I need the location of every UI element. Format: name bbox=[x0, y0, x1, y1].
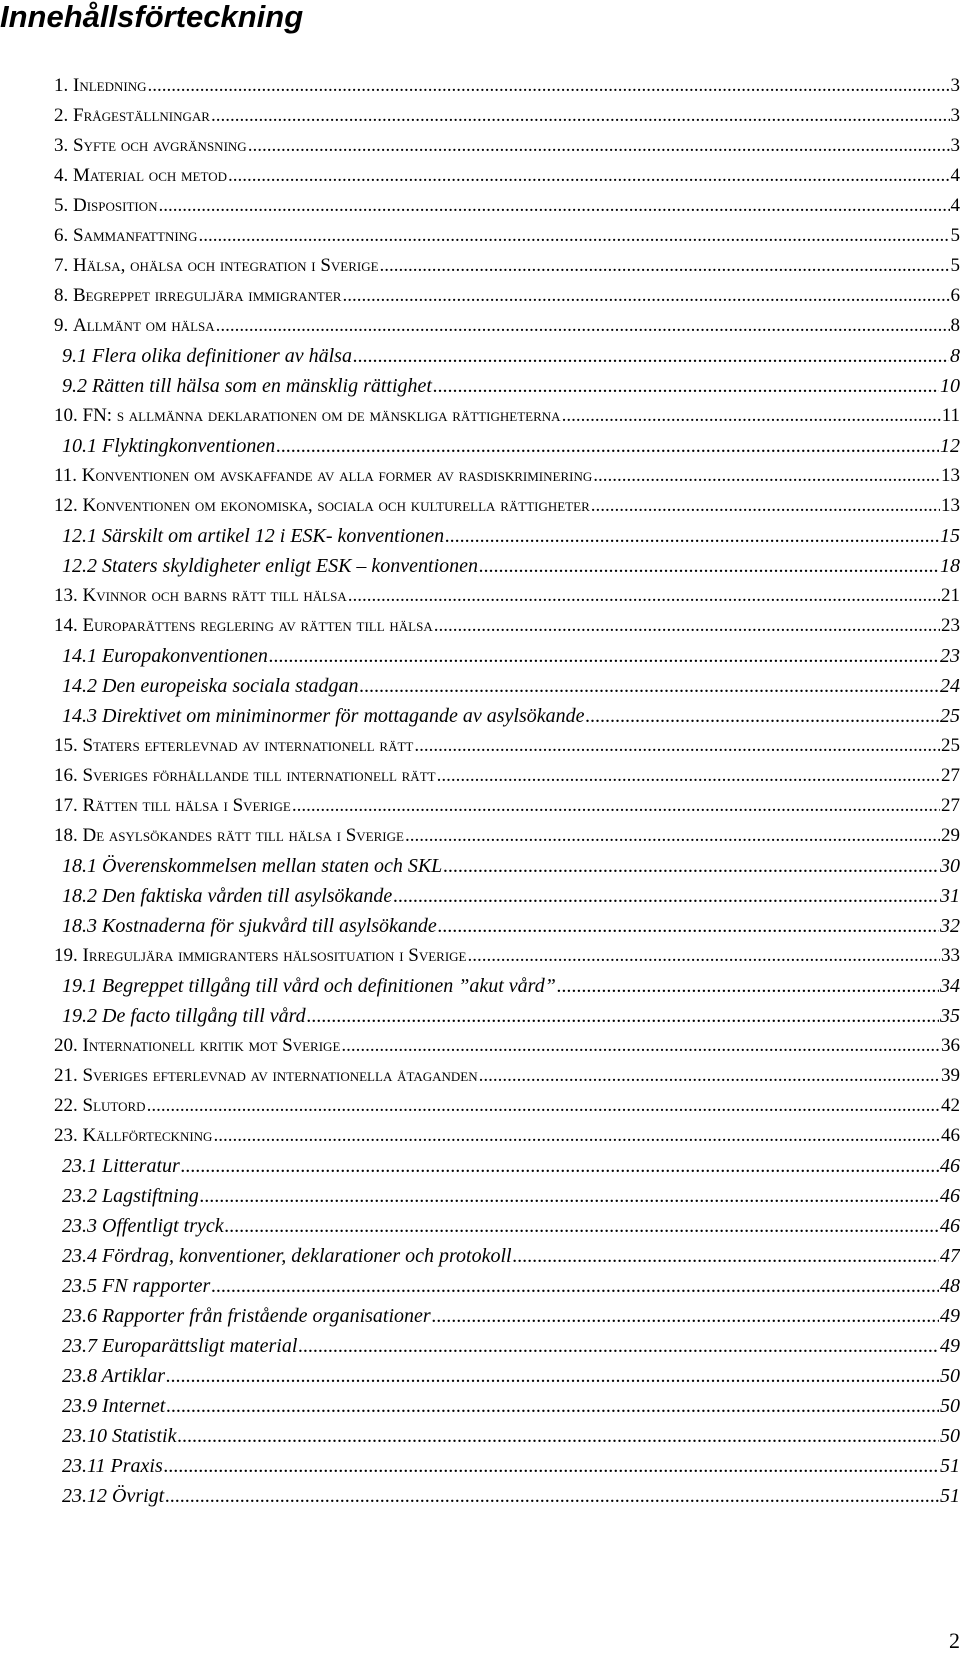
toc-entry[interactable] bbox=[54, 461, 960, 491]
toc-entry-title bbox=[54, 1091, 146, 1121]
toc-entry[interactable] bbox=[54, 1331, 960, 1361]
toc-entry-title bbox=[62, 521, 444, 551]
toc-entry-number: 12.1 bbox=[62, 525, 97, 547]
toc-entry[interactable] bbox=[54, 1001, 960, 1031]
toc-entry[interactable] bbox=[54, 941, 960, 971]
toc-entry-label: Överenskommelsen mellan staten och SKL bbox=[102, 855, 443, 877]
toc-entry-label: Allmänt om hälsa bbox=[73, 315, 215, 336]
toc-entry[interactable] bbox=[54, 1481, 960, 1511]
toc-entry[interactable] bbox=[54, 1241, 960, 1271]
toc-entry-page: 48 bbox=[940, 1275, 960, 1297]
toc-entry-title bbox=[62, 1151, 180, 1181]
toc-entry-page: 11 bbox=[941, 405, 960, 426]
toc-entry-page: 5 bbox=[950, 255, 960, 276]
toc-entry[interactable] bbox=[54, 1361, 960, 1391]
toc-entry-label: Europakonventionen bbox=[102, 645, 268, 667]
dot-leader bbox=[359, 671, 939, 701]
toc-entry-number: 6. bbox=[54, 225, 69, 246]
toc-entry-title bbox=[54, 491, 590, 521]
toc-entry-label: Flera olika definitioner av hälsa bbox=[92, 345, 352, 367]
toc-entry-number: 14.3 bbox=[62, 705, 97, 727]
dot-leader bbox=[177, 1421, 939, 1451]
toc-entry-number: 23.11 bbox=[62, 1455, 106, 1477]
dot-leader bbox=[276, 431, 939, 461]
dot-leader bbox=[445, 521, 939, 551]
toc-entry-title bbox=[62, 371, 432, 401]
toc-entry-title bbox=[54, 461, 592, 491]
toc-entry-label: Material och metod bbox=[73, 165, 227, 186]
toc-entry-number: 23.9 bbox=[62, 1395, 97, 1417]
toc-entry-page: 47 bbox=[940, 1245, 960, 1267]
dot-leader bbox=[586, 701, 939, 731]
toc-entry-label: Praxis bbox=[110, 1455, 163, 1477]
page-number: 2 bbox=[949, 1628, 960, 1653]
toc-entry-page: 46 bbox=[941, 1125, 960, 1146]
toc-entry-label: Direktivet om miniminormer för mottagande av asylsökande bbox=[102, 705, 585, 727]
toc-entry[interactable] bbox=[54, 581, 960, 611]
toc-entry-label: Rätten till hälsa som en mänsklig rättighet bbox=[92, 375, 432, 397]
toc-entry-label: Statistik bbox=[112, 1425, 177, 1447]
toc-entry-title bbox=[62, 1211, 224, 1241]
toc-entry[interactable] bbox=[54, 911, 960, 941]
toc-entry-page: 34 bbox=[940, 975, 960, 997]
toc-entry[interactable] bbox=[54, 1301, 960, 1331]
toc-entry-title bbox=[62, 1391, 165, 1421]
toc-entry-number: 8. bbox=[54, 285, 69, 306]
toc-entry-title bbox=[62, 1451, 163, 1481]
table-of-contents bbox=[54, 71, 960, 1511]
toc-entry-title bbox=[62, 1481, 164, 1511]
toc-entry[interactable] bbox=[54, 1151, 960, 1181]
toc-entry-page: 4 bbox=[950, 195, 960, 216]
dot-leader bbox=[211, 101, 950, 131]
toc-entry-number: 23.2 bbox=[62, 1185, 97, 1207]
toc-entry-title bbox=[62, 881, 392, 911]
toc-entry-number: 23.7 bbox=[62, 1335, 97, 1357]
dot-leader bbox=[166, 1361, 939, 1391]
toc-entry-page: 51 bbox=[940, 1455, 960, 1477]
toc-entry-title bbox=[62, 911, 437, 941]
toc-entry-number: 18.3 bbox=[62, 915, 97, 937]
toc-entry-title bbox=[62, 1181, 199, 1211]
dot-leader bbox=[479, 551, 939, 581]
toc-entry-page: 25 bbox=[941, 735, 960, 756]
dot-leader bbox=[213, 1121, 940, 1151]
toc-entry-label: Disposition bbox=[73, 195, 158, 216]
dot-leader bbox=[147, 71, 949, 101]
toc-entry[interactable] bbox=[54, 491, 960, 521]
toc-entry-label: Särskilt om artikel 12 i ESK- konventionen bbox=[102, 525, 445, 547]
toc-entry-number: 11. bbox=[54, 465, 78, 486]
toc-entry[interactable] bbox=[54, 161, 960, 191]
toc-entry[interactable] bbox=[54, 1211, 960, 1241]
toc-entry-title bbox=[62, 341, 352, 371]
toc-entry-page: 23 bbox=[941, 615, 960, 636]
toc-entry-title bbox=[62, 1241, 512, 1271]
toc-entry-number: 20. bbox=[54, 1035, 78, 1056]
toc-entry-number: 10. bbox=[54, 405, 78, 426]
dot-leader bbox=[248, 131, 950, 161]
dot-leader bbox=[432, 1301, 939, 1331]
toc-entry[interactable] bbox=[54, 191, 960, 221]
dot-leader bbox=[591, 491, 940, 521]
toc-entry-label: Kvinnor och barns rätt till hälsa bbox=[82, 585, 347, 606]
toc-entry-title bbox=[54, 311, 215, 341]
toc-entry-number: 23.3 bbox=[62, 1215, 97, 1237]
toc-entry-number: 19.1 bbox=[62, 975, 97, 997]
toc-entry[interactable] bbox=[54, 71, 960, 101]
toc-entry-title bbox=[54, 131, 247, 161]
toc-entry-label: Lagstiftning bbox=[102, 1185, 199, 1207]
toc-entry-label: Sveriges efterlevnad av internationella åtaganden bbox=[82, 1065, 478, 1086]
toc-entry-label: FN rapporter bbox=[102, 1275, 211, 1297]
toc-entry-title bbox=[54, 1061, 478, 1091]
dot-leader bbox=[147, 1091, 940, 1121]
toc-entry-page: 23 bbox=[940, 645, 960, 667]
toc-entry-number: 23.8 bbox=[62, 1365, 97, 1387]
toc-entry-label: Internationell kritik mot Sverige bbox=[82, 1035, 341, 1056]
toc-entry-label: Syfte och avgränsning bbox=[73, 135, 247, 156]
toc-entry[interactable] bbox=[54, 1091, 960, 1121]
toc-entry[interactable] bbox=[54, 521, 960, 551]
toc-entry-number: 23.4 bbox=[62, 1245, 97, 1267]
toc-entry-label: Den europeiska sociala stadgan bbox=[102, 675, 359, 697]
toc-entry-label: Litteratur bbox=[102, 1155, 180, 1177]
toc-entry-page: 31 bbox=[940, 885, 960, 907]
dot-leader bbox=[181, 1151, 939, 1181]
toc-entry[interactable] bbox=[54, 431, 960, 461]
toc-entry-label: Begreppet tillgång till vård och definitionen ”akut vård” bbox=[102, 975, 556, 997]
toc-entry-title bbox=[62, 701, 585, 731]
toc-entry-title bbox=[62, 641, 268, 671]
dot-leader bbox=[307, 1001, 939, 1031]
toc-entry-label: Rätten till hälsa i Sverige bbox=[82, 795, 291, 816]
dot-leader bbox=[380, 251, 950, 281]
toc-entry-number: 9.1 bbox=[62, 345, 87, 367]
dot-leader bbox=[443, 851, 939, 881]
toc-entry-label: Internet bbox=[102, 1395, 166, 1417]
toc-entry-number: 14. bbox=[54, 615, 78, 636]
dot-leader bbox=[166, 1391, 939, 1421]
toc-entry-number: 5. bbox=[54, 195, 69, 216]
toc-entry[interactable] bbox=[54, 611, 960, 641]
toc-entry-title bbox=[62, 1301, 431, 1331]
toc-entry-page: 8 bbox=[950, 315, 960, 336]
dot-leader bbox=[468, 941, 941, 971]
toc-entry-number: 13. bbox=[54, 585, 78, 606]
toc-entry[interactable] bbox=[54, 1391, 960, 1421]
dot-leader bbox=[342, 281, 949, 311]
toc-entry-page: 18 bbox=[940, 555, 960, 577]
toc-entry[interactable] bbox=[54, 881, 960, 911]
toc-entry[interactable] bbox=[54, 401, 960, 431]
dot-leader bbox=[228, 161, 950, 191]
toc-entry-page: 39 bbox=[941, 1065, 960, 1086]
toc-entry-label: Europarättens reglering av rätten till hälsa bbox=[82, 615, 433, 636]
dot-leader bbox=[438, 911, 939, 941]
dot-leader bbox=[159, 191, 950, 221]
toc-entry[interactable] bbox=[54, 821, 960, 851]
toc-entry-title bbox=[54, 221, 197, 251]
toc-entry[interactable] bbox=[54, 551, 960, 581]
dot-leader bbox=[200, 1181, 939, 1211]
toc-entry[interactable] bbox=[54, 671, 960, 701]
toc-entry-page: 46 bbox=[940, 1215, 960, 1237]
toc-entry-title bbox=[62, 671, 358, 701]
dot-leader bbox=[437, 761, 940, 791]
toc-entry-title bbox=[54, 251, 379, 281]
toc-entry-number: 23.12 bbox=[62, 1485, 107, 1507]
toc-entry-label: FN: s allmänna deklarationen om de mänskliga rättigheterna bbox=[82, 405, 561, 426]
toc-entry-title bbox=[54, 191, 158, 221]
toc-entry-title bbox=[62, 1331, 297, 1361]
toc-entry[interactable] bbox=[54, 1061, 960, 1091]
toc-entry-label: Kostnaderna för sjukvård till asylsökande bbox=[102, 915, 437, 937]
toc-entry-page: 42 bbox=[941, 1095, 960, 1116]
dot-leader bbox=[557, 971, 939, 1001]
toc-entry[interactable] bbox=[54, 641, 960, 671]
toc-entry-label: Inledning bbox=[73, 75, 147, 96]
toc-entry-page: 35 bbox=[940, 1005, 960, 1027]
toc-entry-title bbox=[54, 71, 146, 101]
toc-entry-page: 12 bbox=[940, 435, 960, 457]
toc-entry-page: 3 bbox=[950, 105, 960, 126]
toc-entry-number: 23.1 bbox=[62, 1155, 97, 1177]
toc-entry-page: 13 bbox=[941, 465, 960, 486]
toc-entry-title bbox=[62, 1001, 306, 1031]
toc-entry-number: 15. bbox=[54, 735, 78, 756]
toc-entry-number: 4. bbox=[54, 165, 69, 186]
toc-entry-label: Konventionen om avskaffande av alla former av rasdiskriminering bbox=[81, 465, 593, 486]
toc-entry-label: Europarättsligt material bbox=[102, 1335, 298, 1357]
toc-entry-number: 12. bbox=[54, 495, 78, 516]
toc-entry[interactable] bbox=[54, 731, 960, 761]
toc-entry-title bbox=[54, 761, 436, 791]
dot-leader bbox=[353, 341, 949, 371]
dot-leader bbox=[292, 791, 940, 821]
toc-entry-page: 5 bbox=[950, 225, 960, 246]
toc-entry-title bbox=[54, 941, 467, 971]
toc-entry-label: Konventionen om ekonomiska, sociala och kulturella rättigheter bbox=[82, 495, 590, 516]
toc-entry-label: Staters efterlevnad av internationell rätt bbox=[82, 735, 414, 756]
toc-entry[interactable] bbox=[54, 1121, 960, 1151]
dot-leader bbox=[211, 1271, 939, 1301]
dot-leader bbox=[433, 371, 939, 401]
toc-entry-number: 16. bbox=[54, 765, 78, 786]
toc-entry-page: 32 bbox=[940, 915, 960, 937]
toc-entry-number: 3. bbox=[54, 135, 69, 156]
toc-entry-page: 21 bbox=[941, 585, 960, 606]
toc-entry-title bbox=[54, 611, 433, 641]
toc-entry[interactable] bbox=[54, 1421, 960, 1451]
toc-entry-page: 13 bbox=[941, 495, 960, 516]
toc-entry-number: 19.2 bbox=[62, 1005, 97, 1027]
toc-entry-title bbox=[54, 791, 291, 821]
toc-entry[interactable] bbox=[54, 971, 960, 1001]
toc-entry-title bbox=[54, 401, 561, 431]
dot-leader bbox=[341, 1031, 940, 1061]
toc-entry[interactable] bbox=[54, 221, 960, 251]
toc-entry-label: Irreguljära immigranters hälsosituation i Sverige bbox=[82, 945, 467, 966]
toc-entry-number: 14.1 bbox=[62, 645, 97, 667]
toc-entry-page: 24 bbox=[940, 675, 960, 697]
toc-entry-title bbox=[62, 1271, 210, 1301]
toc-entry[interactable] bbox=[54, 281, 960, 311]
toc-entry-page: 33 bbox=[941, 945, 960, 966]
toc-entry-label: Rapporter från fristående organisationer bbox=[102, 1305, 431, 1327]
toc-entry-label: Källförteckning bbox=[82, 1125, 213, 1146]
toc-entry-page: 36 bbox=[941, 1035, 960, 1056]
toc-entry-page: 3 bbox=[950, 75, 960, 96]
toc-entry-label: Hälsa, ohälsa och integration i Sverige bbox=[73, 255, 379, 276]
toc-entry-title bbox=[62, 1361, 165, 1391]
toc-entry-number: 10.1 bbox=[62, 435, 97, 457]
toc-entry-page: 50 bbox=[940, 1395, 960, 1417]
toc-entry-page: 46 bbox=[940, 1185, 960, 1207]
toc-entry-number: 22. bbox=[54, 1095, 78, 1116]
toc-entry-label: Staters skyldigheter enligt ESK – konventionen bbox=[102, 555, 479, 577]
toc-entry-title bbox=[54, 101, 210, 131]
toc-entry-title bbox=[62, 431, 275, 461]
toc-entry-page: 49 bbox=[940, 1305, 960, 1327]
toc-entry-page: 29 bbox=[941, 825, 960, 846]
toc-entry-title bbox=[54, 1031, 340, 1061]
toc-entry-page: 49 bbox=[940, 1335, 960, 1357]
toc-entry-title bbox=[54, 161, 227, 191]
toc-entry-title bbox=[54, 1121, 212, 1151]
toc-entry[interactable] bbox=[54, 791, 960, 821]
toc-entry-label: Frågeställningar bbox=[73, 105, 210, 126]
toc-entry-number: 14.2 bbox=[62, 675, 97, 697]
toc-entry-page: 30 bbox=[940, 855, 960, 877]
toc-entry-number: 23.10 bbox=[62, 1425, 107, 1447]
toc-entry-title bbox=[54, 731, 413, 761]
toc-entry-label: Övrigt bbox=[112, 1485, 165, 1507]
page-title: Innehållsförteckning bbox=[0, 0, 304, 34]
toc-entry-page: 51 bbox=[940, 1485, 960, 1507]
dot-leader bbox=[164, 1451, 939, 1481]
toc-entry-number: 7. bbox=[54, 255, 69, 276]
toc-entry-number: 19. bbox=[54, 945, 78, 966]
toc-entry[interactable] bbox=[54, 311, 960, 341]
toc-entry-page: 3 bbox=[950, 135, 960, 156]
toc-entry-title bbox=[62, 971, 556, 1001]
toc-entry-page: 27 bbox=[941, 765, 960, 786]
toc-entry-label: De facto tillgång till vård bbox=[102, 1005, 306, 1027]
dot-leader bbox=[562, 401, 941, 431]
toc-entry[interactable] bbox=[54, 761, 960, 791]
toc-entry[interactable] bbox=[54, 1181, 960, 1211]
toc-entry-number: 23.5 bbox=[62, 1275, 97, 1297]
dot-leader bbox=[434, 611, 940, 641]
toc-entry-label: Den faktiska vården till asylsökande bbox=[102, 885, 393, 907]
toc-entry-number: 9. bbox=[54, 315, 69, 336]
dot-leader bbox=[513, 1241, 939, 1271]
toc-entry-label: De asylsökandes rätt till hälsa i Sverige bbox=[82, 825, 404, 846]
toc-entry-number: 17. bbox=[54, 795, 78, 816]
toc-entry-page: 27 bbox=[941, 795, 960, 816]
dot-leader bbox=[198, 221, 949, 251]
toc-entry-label: Flyktingkonventionen bbox=[102, 435, 276, 457]
toc-entry-label: Begreppet irreguljära immigranter bbox=[73, 285, 342, 306]
toc-entry-page: 10 bbox=[940, 375, 960, 397]
dot-leader bbox=[593, 461, 940, 491]
toc-entry-page: 15 bbox=[940, 525, 960, 547]
toc-entry-label: Fördrag, konventioner, deklarationer och protokoll bbox=[102, 1245, 512, 1267]
toc-entry-page: 4 bbox=[950, 165, 960, 186]
toc-entry-number: 18. bbox=[54, 825, 78, 846]
toc-entry[interactable] bbox=[54, 1031, 960, 1061]
dot-leader bbox=[348, 581, 940, 611]
toc-entry-label: Offentligt tryck bbox=[102, 1215, 224, 1237]
toc-entry[interactable] bbox=[54, 101, 960, 131]
toc-entry-title bbox=[54, 821, 404, 851]
toc-entry[interactable] bbox=[54, 701, 960, 731]
toc-entry-title bbox=[54, 581, 347, 611]
toc-entry[interactable] bbox=[54, 341, 960, 371]
toc-entry-title bbox=[62, 1421, 176, 1451]
toc-entry[interactable] bbox=[54, 371, 960, 401]
dot-leader bbox=[414, 731, 940, 761]
toc-entry-title bbox=[62, 551, 478, 581]
toc-entry-page: 50 bbox=[940, 1365, 960, 1387]
toc-entry-number: 23. bbox=[54, 1125, 78, 1146]
toc-entry-page: 6 bbox=[950, 285, 960, 306]
dot-leader bbox=[269, 641, 939, 671]
toc-entry-label: Sveriges förhållande till internationell rätt bbox=[82, 765, 436, 786]
toc-entry-number: 18.1 bbox=[62, 855, 97, 877]
toc-entry[interactable] bbox=[54, 131, 960, 161]
toc-entry-label: Slutord bbox=[82, 1095, 146, 1116]
toc-entry-number: 12.2 bbox=[62, 555, 97, 577]
toc-entry-number: 2. bbox=[54, 105, 69, 126]
toc-entry[interactable] bbox=[54, 1451, 960, 1481]
dot-leader bbox=[479, 1061, 940, 1091]
dot-leader bbox=[393, 881, 939, 911]
toc-entry[interactable] bbox=[54, 851, 960, 881]
toc-entry-page: 25 bbox=[940, 705, 960, 727]
toc-entry-number: 18.2 bbox=[62, 885, 97, 907]
toc-entry[interactable] bbox=[54, 1271, 960, 1301]
dot-leader bbox=[225, 1211, 939, 1241]
toc-entry-page: 46 bbox=[940, 1155, 960, 1177]
dot-leader bbox=[405, 821, 940, 851]
toc-entry-number: 23.6 bbox=[62, 1305, 97, 1327]
toc-entry-label: Sammanfattning bbox=[73, 225, 198, 246]
toc-entry-number: 1. bbox=[54, 75, 69, 96]
toc-entry-number: 9.2 bbox=[62, 375, 87, 397]
toc-entry-number: 21. bbox=[54, 1065, 78, 1086]
toc-entry-label: Artiklar bbox=[101, 1365, 165, 1387]
toc-entry-title bbox=[62, 851, 442, 881]
dot-leader bbox=[165, 1481, 939, 1511]
toc-entry-page: 50 bbox=[940, 1425, 960, 1447]
toc-entry[interactable] bbox=[54, 251, 960, 281]
dot-leader bbox=[216, 311, 950, 341]
dot-leader bbox=[298, 1331, 939, 1361]
toc-entry-page: 8 bbox=[950, 345, 960, 367]
toc-entry-title bbox=[54, 281, 341, 311]
